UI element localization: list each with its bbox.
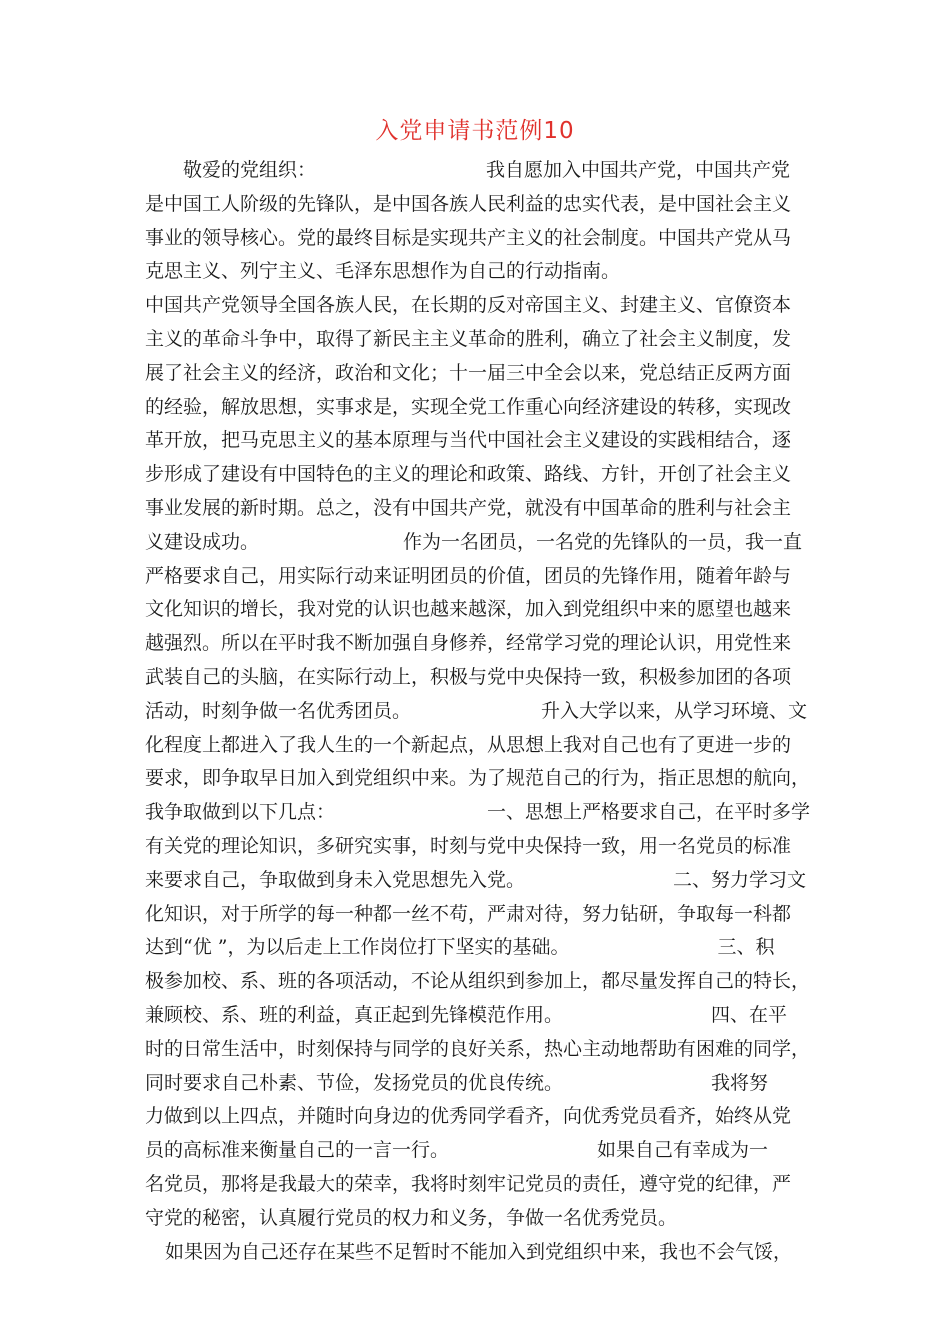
body-line xyxy=(145,593,815,627)
line-text: 我自愿加入中国共产党，中国共产党 xyxy=(486,159,791,181)
body-line xyxy=(145,154,815,188)
line-text: 极参加校、系、班的各项活动，不论从组织到参加上，都尽量发挥自己的特长， xyxy=(145,970,811,993)
body-line xyxy=(145,1202,815,1236)
line-text: 事业发展的新时期。总之，没有中国共产党，就没有中国革命的胜利与社会主 xyxy=(145,496,792,519)
line-text: 敬爱的党组织： xyxy=(183,159,317,181)
body-line xyxy=(145,796,815,830)
body-line xyxy=(145,1033,815,1067)
line-text: 我将努 xyxy=(711,1071,769,1094)
body-line xyxy=(145,526,815,560)
body-line xyxy=(145,898,815,932)
line-text: 活动，时刻争做一名优秀团员。 xyxy=(145,699,412,722)
body-line xyxy=(145,1168,815,1202)
line-text: 越强烈。所以在平时我不断加强自身修养，经常学习党的理论认识，用党性来 xyxy=(145,632,792,655)
body-line xyxy=(145,357,815,391)
line-text: 中国共产党领导全国各族人民，在长期的反对帝国主义、封建主义、官僚资本 xyxy=(145,294,792,317)
line-text: 作为一名团员，一名党的先锋队的一员，我一直 xyxy=(403,530,803,553)
line-text: 展了社会主义的经济，政治和文化；十一届三中全会以来，党总结正反两方面 xyxy=(145,361,792,384)
body-line xyxy=(145,830,815,864)
body-line xyxy=(145,1100,815,1134)
line-text: 步形成了建设有中国特色的主义的理论和政策、路线、方针，开创了社会主义 xyxy=(145,463,792,486)
body-line xyxy=(145,391,815,425)
body-line xyxy=(145,931,815,965)
body-line xyxy=(145,289,815,323)
line-text: 文化知识的增长，我对党的认识也越来越深，加入到党组织中来的愿望也越来 xyxy=(145,598,792,621)
body-line xyxy=(145,1236,815,1270)
line-text: 时的日常生活中，时刻保持与同学的良好关系，热心主动地帮助有困难的同学， xyxy=(145,1037,811,1060)
body-line xyxy=(145,864,815,898)
line-text: 二、努力学习文 xyxy=(673,868,807,891)
line-text: 事业的领导核心。党的最终目标是实现共产主义的社会制度。中国共产党从马 xyxy=(145,226,792,249)
body-line xyxy=(145,762,815,796)
line-text: 一、思想上严格要求自己，在平时多学 xyxy=(487,801,811,824)
line-text: 克思主义、列宁主义、毛泽东思想作为自己的行动指南。 xyxy=(145,260,621,283)
line-text: 要求，即争取早日加入到党组织中来。为了规范自己的行为，指正思想的航向， xyxy=(145,767,811,790)
body-line xyxy=(145,729,815,763)
line-text: 如果自己有幸成为一 xyxy=(597,1139,769,1162)
body-line xyxy=(145,661,815,695)
line-text: 严格要求自己，用实际行动来证明团员的价值，团员的先锋作用，随着年龄与 xyxy=(145,564,792,587)
document-body xyxy=(145,154,815,1269)
line-text: 力做到以上四点，并随时向身边的优秀同学看齐，向优秀党员看齐，始终从党 xyxy=(145,1105,792,1128)
body-line xyxy=(145,492,815,526)
body-line xyxy=(145,965,815,999)
body-line xyxy=(145,188,815,222)
line-text: 武装自己的头脑，在实际行动上，积极与党中央保持一致，积极参加团的各项 xyxy=(145,665,792,688)
line-text: 的经验，解放思想，实事求是，实现全党工作重心向经济建设的转移，实现改 xyxy=(145,395,792,418)
line-text: 主义的革命斗争中，取得了新民主主义革命的胜利，确立了社会主义制度，发 xyxy=(145,327,792,350)
line-text: 四、在平 xyxy=(711,1003,788,1026)
line-text: 革开放，把马克思主义的基本原理与当代中国社会主义建设的实践相结合，逐 xyxy=(145,429,792,452)
body-line xyxy=(145,323,815,357)
line-text: 守党的秘密，认真履行党员的权力和义务，争做一名优秀党员。 xyxy=(145,1206,678,1229)
line-text: 化程度上都进入了我人生的一个新起点，从思想上我对自己也有了更进一步的 xyxy=(145,733,792,756)
line-text: 义建设成功。 xyxy=(145,530,260,553)
line-text: 我争取做到以下几点： xyxy=(145,801,336,824)
document-title: 入党申请书范例10 xyxy=(375,118,575,144)
line-text: 员的高标准来衡量自己的一言一行。 xyxy=(145,1139,450,1162)
body-line xyxy=(145,458,815,492)
body-line xyxy=(145,695,815,729)
body-line xyxy=(145,560,815,594)
body-line xyxy=(145,1067,815,1101)
line-text: 是中国工人阶级的先锋队，是中国各族人民利益的忠实代表，是中国社会主义 xyxy=(145,192,792,215)
line-text: 有关党的理论知识，多研究实事，时刻与党中央保持一致，用一名党员的标准 xyxy=(145,834,792,857)
body-line xyxy=(145,1134,815,1168)
line-text: 升入大学以来，从学习环境、文 xyxy=(541,699,808,722)
line-text: 达到“优 ”，为以后走上工作岗位打下坚实的基础。 xyxy=(145,936,570,959)
line-text: 同时要求自己朴素、节俭，发扬党员的优良传统。 xyxy=(145,1071,564,1094)
body-line xyxy=(145,424,815,458)
line-text: 三、积 xyxy=(717,936,775,959)
body-line xyxy=(145,222,815,256)
body-line xyxy=(145,999,815,1033)
body-line xyxy=(145,627,815,661)
line-text: 兼顾校、系、班的利益，真正起到先锋模范作用。 xyxy=(145,1003,564,1026)
line-text: 名党员，那将是我最大的荣幸，我将时刻牢记党员的责任，遵守党的纪律，严 xyxy=(145,1172,792,1195)
body-line xyxy=(145,255,815,289)
line-text: 化知识，对于所学的每一种都一丝不苟，严肃对待，努力钻研，争取每一科都 xyxy=(145,902,792,925)
line-text: 来要求自己，争取做到身未入党思想先入党。 xyxy=(145,868,526,891)
line-text: 如果因为自己还存在某些不足暂时不能加入到党组织中来，我也不会气馁， xyxy=(165,1240,793,1263)
